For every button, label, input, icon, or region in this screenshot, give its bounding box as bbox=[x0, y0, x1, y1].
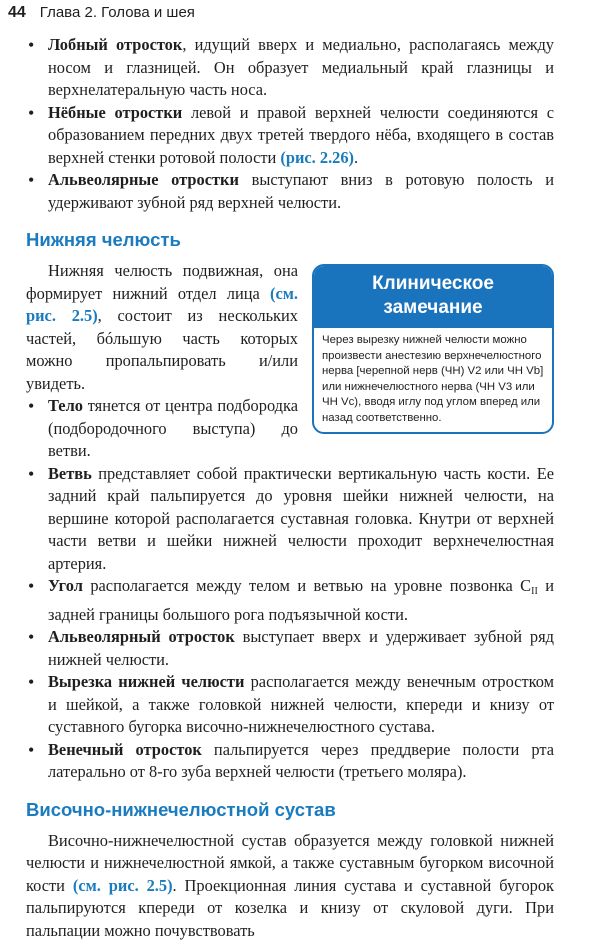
bullet-text: , идущий вверх и медиально, располагаясь между носом и глазницей. Он образует медиальный край глазницы и верхнелатеральную часть носа. bbox=[48, 35, 554, 99]
clinical-note-title-line1: Клиническое bbox=[320, 272, 546, 296]
clinical-note-title bbox=[314, 266, 552, 328]
section-heading-mandible: Нижняя челюсть bbox=[26, 228, 554, 252]
section-heading-tmj: Височно-нижнечелюстной сустав bbox=[26, 798, 554, 822]
vertebra-subscript: II bbox=[531, 586, 538, 597]
list-item bbox=[26, 34, 554, 102]
figure-reference-link[interactable]: (рис. 2.26) bbox=[280, 148, 354, 167]
bullet-text: пальпируется через преддверие полости рта латерально от 8-го зуба верхней челюсти (третьего моляра). bbox=[48, 740, 554, 782]
bullet-text-tail: . bbox=[354, 148, 358, 167]
bullet-term: Нёбные отростки bbox=[48, 103, 182, 122]
list-item bbox=[26, 463, 554, 576]
page-header bbox=[8, 4, 195, 26]
list-item bbox=[26, 739, 554, 784]
tmj-text-a: Височно-нижнечелюстной сустав образуется между головкой нижней челюсти и нижнечелюстной ямкой, а также суставным бугорком височной кости bbox=[26, 831, 554, 895]
bullet-text: левой и правой верхней челюсти соединяются с образованием передних двух третей твердого нёба, входящего в состав верхней стенки ротовой полости bbox=[48, 103, 554, 167]
bullet-text: располагается между телом и ветвью на уровне позвонка C bbox=[83, 576, 531, 595]
bullet-term: Лобный отросток bbox=[48, 35, 182, 54]
page-number: 44 bbox=[8, 4, 26, 22]
bullet-term: Альвеолярный отросток bbox=[48, 627, 235, 646]
bullet-text: выступают вниз в ротовую полость и удерживают зубной ряд верхней челюсти. bbox=[48, 170, 554, 212]
bullet-term: Ветвь bbox=[48, 464, 92, 483]
intro-text-b: , состоит из нескольких частей, бóльшую часть которых можно пропальпировать и/или увидеть. bbox=[26, 306, 298, 393]
list-item bbox=[26, 169, 554, 214]
clinical-note-title-line2: замечание bbox=[320, 296, 546, 320]
bullet-term: Угол bbox=[48, 576, 83, 595]
list-item bbox=[26, 575, 554, 626]
list-item bbox=[26, 626, 554, 671]
bullet-text: представляет собой практически вертикальную часть кости. Ее задний край пальпируется до уровня шейки нижней челюсти, на вершине которой располагается суставная головка. Кнутри от верхней части ветви и шейки нижней челюсти проходит верхнечелюстная артерия. bbox=[48, 464, 554, 573]
page-content bbox=[26, 34, 554, 942]
running-head: Глава 2. Голова и шея bbox=[40, 4, 195, 21]
list-item bbox=[26, 102, 554, 170]
list-item bbox=[26, 395, 554, 463]
tmj-text-b: . Проекционная линия сустава и суставной бугорок пальпируются кпереди от козелка и книзу от скуловой дуги. При пальпации можно почувствовать bbox=[26, 876, 554, 940]
bullet-text: выступает вверх и удерживает зубной ряд нижней челюсти. bbox=[48, 627, 554, 669]
intro-text-a: Нижняя челюсть подвижная, она формирует нижний отдел лица bbox=[26, 261, 298, 303]
bullet-term: Тело bbox=[48, 396, 83, 415]
list-item bbox=[26, 671, 554, 739]
tmj-paragraph bbox=[26, 830, 554, 942]
bullet-text-tail: и задней границы большого рога подъязычной кости. bbox=[48, 576, 554, 624]
bullet-term: Альвеолярные отростки bbox=[48, 170, 239, 189]
bullet-term: Венечный отросток bbox=[48, 740, 202, 759]
figure-reference-link[interactable]: (см. рис. 2.5) bbox=[26, 284, 298, 326]
bullet-term: Вырезка нижней челюсти bbox=[48, 672, 244, 691]
figure-reference-link[interactable]: (см. рис. 2.5) bbox=[73, 876, 173, 895]
bullet-text: располагается между венечным отростком и шейкой, а также головкой нижней челюсти, кпереди и книзу от суставного бугорка височно-нижнечелюстного сустава. bbox=[48, 672, 554, 736]
bullet-text: тянется от центра подбородка (подбородочного выступа) до ветви. bbox=[48, 396, 298, 460]
clinical-note-body: Через вырезку нижней челюсти можно произвести анестезию верхнечелюстного нерва [черепной нерв (ЧН) V2 или ЧН Vb] или нижнечелюстного нерва (ЧН V3 или ЧН Vc), вводя иглу под углом вперед или назад соответственно. bbox=[314, 328, 552, 432]
